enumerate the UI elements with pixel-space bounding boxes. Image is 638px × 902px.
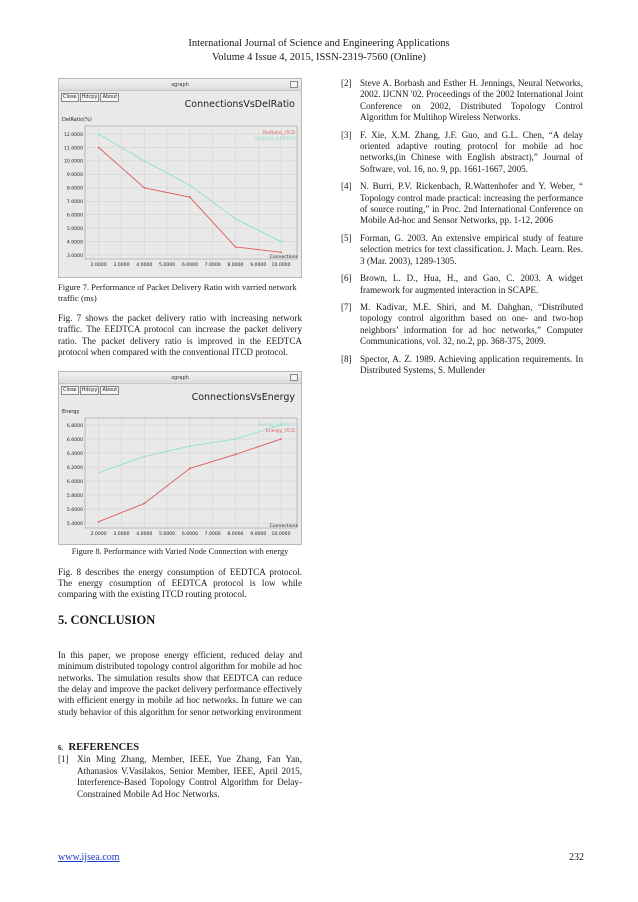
plot-area — [85, 418, 297, 528]
reference-number: [5] — [341, 232, 352, 243]
y-tick-label: 6.6000 — [66, 437, 83, 443]
y-tick-label: 6.2000 — [66, 465, 83, 471]
x-tick-label: 9.0000 — [250, 531, 267, 537]
data-point — [280, 251, 282, 253]
y-tick-label: 6.8000 — [66, 423, 83, 429]
x-tick-label: 3.0000 — [113, 531, 130, 537]
y-tick-label: 9.0000 — [66, 173, 83, 179]
data-point — [143, 187, 145, 189]
reference-number: [2] — [341, 78, 352, 88]
running-header — [0, 37, 638, 65]
reference-number: [8] — [341, 353, 352, 364]
window-titlebar — [59, 372, 301, 384]
window-close-icon[interactable] — [290, 374, 298, 381]
x-tick-label: 3.0000 — [113, 263, 130, 268]
conclusion-heading: 5. CONCLUSION — [58, 612, 156, 627]
reference-number: [1] — [58, 754, 69, 765]
x-tick-label: 6.0000 — [181, 531, 198, 537]
references-heading — [58, 742, 302, 753]
data-point — [98, 520, 100, 522]
reference-item — [341, 354, 583, 377]
plot-area — [85, 126, 297, 259]
x-tick-label: 9.0000 — [250, 263, 267, 268]
x-tick-label: 2.0000 — [90, 531, 107, 537]
data-point — [280, 241, 282, 243]
window-titlebar — [59, 79, 301, 91]
reference-number: [7] — [341, 301, 352, 312]
reference-item — [341, 233, 583, 267]
reference-number: [4] — [341, 181, 352, 192]
x-tick-label: 2.0000 — [90, 263, 107, 268]
y-tick-label: 10.0000 — [64, 159, 83, 165]
x-tick-label: 8.0000 — [227, 263, 244, 268]
y-tick-label: 3.0000 — [66, 253, 83, 259]
legend-entry: Energy_EEDTCA — [258, 422, 295, 428]
reference-item — [58, 754, 302, 800]
data-point — [189, 196, 191, 198]
conclusion-text: In this paper, we propose energy efficient, reduced delay and minimum distributed topology control algorithm for mobile ad hoc networks. The simulation results show that EEDTCA can reduce the delay and improve the packet delivery performance effectively with efficient energy in mobile ad hoc networks. In future we can study behavior of this algorithm for senor networking environment — [58, 649, 302, 717]
figure-8-window — [58, 371, 302, 556]
window-close-icon[interactable] — [290, 81, 298, 88]
window-menu — [61, 386, 119, 395]
x-tick-label: 8.0000 — [227, 531, 244, 537]
reference-text: Steve A. Borbash and Esther H. Jennings, Neural Networks, 2002. IJCNN '02. Proceedings of the 2002 International Joint Conference on 2002, Distributed Topology Control Algorithm for Multihop Wireless Networks. — [360, 78, 583, 123]
issue-line: Volume 4 Issue 4, 2015, ISSN-2319-7560 (Online) — [212, 52, 426, 63]
figure-8-caption: Figure 8. Performance with Varied Node Connection with energy — [71, 546, 289, 556]
figure-7-window — [58, 78, 302, 278]
legend-entry: Energy_ITCD — [265, 428, 295, 434]
chart-title: ConnectionsVsEnergy — [191, 391, 295, 403]
data-point — [143, 502, 145, 504]
reference-item — [341, 181, 583, 227]
data-point — [189, 467, 191, 469]
data-point — [143, 160, 145, 162]
data-point — [280, 438, 282, 440]
data-point — [98, 471, 100, 473]
data-point — [143, 455, 145, 457]
window-menu — [61, 93, 119, 102]
references-title: REFERENCES — [68, 742, 140, 754]
menu-close-button[interactable]: Close — [63, 386, 77, 393]
data-point — [189, 445, 191, 447]
x-tick-label: 4.0000 — [136, 263, 153, 268]
data-point — [235, 453, 237, 455]
x-tick-label: 7.0000 — [204, 531, 221, 537]
data-point — [235, 218, 237, 220]
data-point — [98, 133, 100, 135]
figure-7-chart — [59, 91, 301, 277]
reference-text: Xin Ming Zhang, Member, IEEE, Yue Zhang, Fan Yan, Athanasios V.Vasilakos, Senior Member, IEEE, April 2015, Interference-Based Topology Control Algorithm for Delay-Constrained Mobile Ad Hoc Networks. — [77, 754, 302, 799]
reference-item — [341, 130, 583, 176]
y-tick-label: 6.4000 — [66, 451, 83, 457]
menu-about-button[interactable]: About — [102, 94, 118, 100]
y-tick-label: 6.0000 — [66, 479, 83, 485]
data-point — [98, 147, 100, 149]
reference-item — [341, 273, 583, 296]
right-column — [341, 78, 583, 376]
x-tick-label: 5.0000 — [159, 263, 176, 268]
legend-entry: DelRatio_EEDTCA — [255, 137, 295, 142]
x-tick-label: 10.0000 — [271, 531, 291, 537]
reference-number: [3] — [341, 129, 352, 140]
x-tick-label: 6.0000 — [181, 263, 198, 268]
y-tick-label: 5.8000 — [66, 493, 83, 499]
journal-website-link[interactable]: www.ijsea.com — [58, 852, 120, 863]
data-point — [235, 246, 237, 248]
x-axis-label: Connections — [269, 523, 298, 529]
reference-item — [341, 78, 583, 124]
figure-7-caption: Figure 7. Performance of Packet Delivery Ratio with varried network traffic (ms) — [58, 282, 297, 303]
x-tick-label: 4.0000 — [136, 531, 153, 537]
y-axis-label: DelRatio(%) — [62, 117, 92, 123]
chart-title: ConnectionsVsDelRatio — [184, 99, 295, 110]
y-tick-label: 8.0000 — [66, 186, 83, 192]
data-point — [189, 184, 191, 186]
reference-number: [6] — [341, 273, 352, 284]
y-tick-label: 5.6000 — [66, 507, 83, 513]
y-tick-label: 12.0000 — [64, 132, 83, 138]
data-point — [235, 438, 237, 440]
y-tick-label: 6.0000 — [66, 213, 83, 219]
journal-title: International Journal of Science and Engineering Applications — [188, 38, 450, 49]
reference-text: F. Xie, X.M. Zhang, J.F. Guo, and G.L. Chen, “A delay oriented adaptive routing protocol for mobile ad hoc networks,(in Chinese with English abstract),” Journal of Software, vol. 16, no. 9, pp. 1661-1667, 2005. — [360, 129, 583, 174]
reference-text: Brown, L. D., Hua, H., and Gao, C. 2003. A widget framework for augmented interaction in SCAPE. — [360, 273, 583, 295]
window-title: xgraph — [171, 82, 189, 88]
legend-entry: DelRatio_ITCD — [262, 131, 295, 136]
x-axis-label: Connections — [269, 255, 298, 260]
y-axis-label: Energy — [62, 408, 80, 415]
y-tick-label: 4.0000 — [66, 240, 83, 246]
y-tick-label: 11.0000 — [64, 146, 83, 152]
menu-hdcpy-button[interactable]: Hdcpy — [81, 386, 98, 393]
page-number: 232 — [569, 852, 584, 863]
references-number: 6. — [58, 744, 64, 753]
x-tick-label: 7.0000 — [204, 263, 221, 268]
left-column — [58, 78, 302, 800]
reference-text: N. Burri, P.V. Rickenbach, R.Wattenhofer and Y. Weber, “ Topology control made practical: increasing the performance of source routing,” in Proc. 2nd International Conference on Mobile Ad-hoc and Sensor Networks, pp. 1-12, 2006 — [360, 181, 583, 226]
window-title: xgraph — [171, 374, 189, 381]
y-tick-label: 7.0000 — [66, 200, 83, 206]
paragraph-fig8: Fig. 8 describes the energy consumption of EEDTCA protocol. The energy cosumption of EEDTCA protocol is low while comparing with the existing ITCD routing protocol. — [58, 566, 302, 600]
menu-hdcpy-button[interactable]: Hdcpy — [81, 94, 98, 100]
x-tick-label: 10.0000 — [271, 263, 291, 268]
reference-text: Spector, A. Z. 1989. Achieving application requirements. In Distributed Systems, S. Mullender — [360, 353, 583, 375]
y-tick-label: 5.0000 — [66, 226, 83, 232]
reference-item — [341, 302, 583, 348]
x-tick-label: 5.0000 — [159, 531, 176, 537]
paragraph-fig7: Fig. 7 shows the packet delivery ratio with increasing network traffic. The EEDTCA protocol can increase the packet delivery ratio. The packet delivery ratio is improved in the EEDTCA protocol when compared with the conventional ITCD protocol. — [58, 313, 302, 358]
figure-8-chart — [59, 384, 301, 544]
reference-text: Forman, G. 2003. An extensive empirical study of feature selection metrics for text classification. J. Mach. Learn. Res. 3 (Mar. 2003), 1289-1305. — [360, 232, 583, 266]
y-tick-label: 5.4000 — [66, 521, 83, 527]
menu-about-button[interactable]: About — [102, 386, 118, 393]
menu-close-button[interactable]: Close — [63, 94, 77, 100]
reference-text: M. Kadivar, M.E. Shiri, and M. Dahghan, “Distributed topology control algorithm based on one- and two-hop neighbors’ information for ad hoc networks,” Computer Communications, vol. 32, no.2, pp. 368-375, 2009. — [360, 301, 583, 347]
